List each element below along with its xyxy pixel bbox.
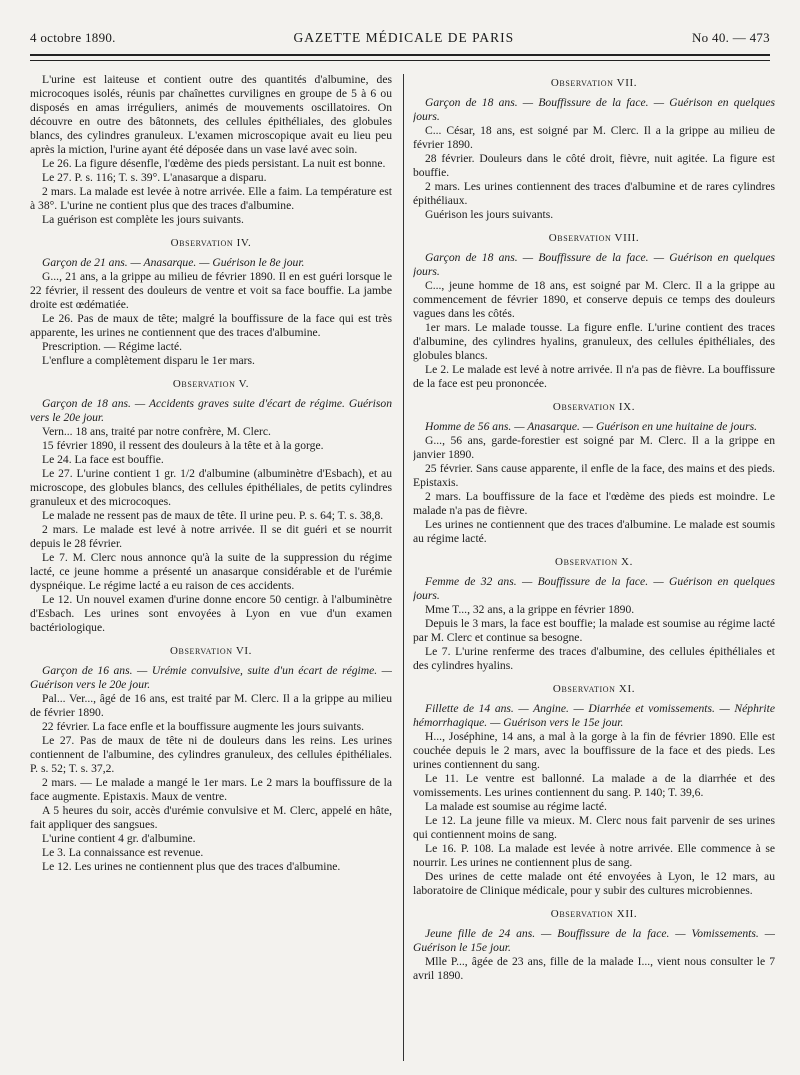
paragraph: Le 12. Les urines ne contiennent plus que des traces d'albumine. bbox=[42, 860, 341, 873]
observation-heading: Observation VII. bbox=[550, 77, 638, 89]
observation-subtitle: Garçon de 18 ans. — Accidents graves suite d'écart de régime. Guérison vers le 20e jour. bbox=[30, 397, 392, 424]
observation-subtitle: Homme de 56 ans. — Anasarque. — Guérison en une huitaine de jours. bbox=[425, 420, 758, 433]
paragraph: La malade est soumise au régime lacté. bbox=[425, 800, 607, 813]
header-date: 4 octobre 1890. bbox=[30, 30, 116, 45]
observation-subtitle: Jeune fille de 24 ans. — Bouffissure de la face. — Vomissements. — Guérison le 15e jour. bbox=[413, 927, 775, 954]
paragraph: 28 février. Douleurs dans le côté droit, fièvre, nuit agitée. La figure est bouffie. bbox=[413, 152, 775, 179]
paragraph: L'urine est laiteuse et contient outre des quantités d'albumine, des microcoques isolés, réunis par chaînettes curvilignes en groupe de 5 à 6 ou disposés en amas irréguliers, animés de mouvements oscillatoires. On découvre en outre des bâtonnets, des cellules épithéliales, des globules blancs, des cylindres granuleux. L'examen microscopique avait eu lieu peu après la miction, l'urine ayant été déposée dans un vase lavé avec soin. bbox=[30, 73, 392, 156]
paragraph: L'enflure a complètement disparu le 1er mars. bbox=[42, 354, 255, 367]
column-separator bbox=[403, 74, 404, 1061]
observation-heading: Observation XII. bbox=[550, 908, 638, 920]
page-number: No 40. — 473 bbox=[691, 30, 770, 45]
paragraph: Les urines ne contiennent que des traces d'albumine. Le malade est soumis au régime lacté. bbox=[413, 518, 775, 545]
observation-heading: Observation V. bbox=[172, 378, 250, 390]
paragraph: Le 7. M. Clerc nous annonce qu'à la suite de la suppression du régime lacté, ce jeune homme a présenté un anasarque considérable et de l'urémie dyspnéique. Le régime lacté a eu raison de ces accidents. bbox=[30, 551, 392, 592]
left-column bbox=[30, 73, 392, 1063]
paragraph: H..., Joséphine, 14 ans, a mal à la gorge à la fin de février 1890. Elle est couchée depuis le 2 mars, avec la bouffissure de la face et des pieds. Les urines contiennent du sang. bbox=[413, 730, 775, 771]
paragraph: G..., 21 ans, a la grippe au milieu de février 1890. Il en est guéri lorsque le 22 février, il ressent des douleurs de ventre et voit sa face bouffie. La jambe droite est œdématiée. bbox=[30, 270, 392, 311]
paragraph: G..., 56 ans, garde-forestier est soigné par M. Clerc. Il a la grippe en janvier 1890. bbox=[413, 434, 775, 461]
paragraph: 25 février. Sans cause apparente, il enfle de la face, des mains et des pieds. Epistaxis. bbox=[413, 462, 775, 489]
paragraph: Prescription. — Régime lacté. bbox=[42, 340, 183, 353]
observation-heading: Observation XI. bbox=[552, 683, 636, 695]
paragraph: 1er mars. Le malade tousse. La figure enfle. L'urine contient des traces d'albumine, des cylindres hyalins, granuleux, des cellules épithéliales, des globules blancs. bbox=[413, 321, 775, 362]
observation-subtitle: Fillette de 14 ans. — Angine. — Diarrhée et vomissements. — Néphrite hémorrhagique. — Guérison vers le 15e jour. bbox=[413, 702, 775, 729]
observation-subtitle: Garçon de 16 ans. — Urémie convulsive, suite d'un écart de régime. — Guérison vers le 20e jour. bbox=[30, 664, 392, 691]
observation-subtitle: Garçon de 21 ans. — Anasarque. — Guérison le 8e jour. bbox=[42, 256, 305, 269]
observation-heading: Observation IV. bbox=[170, 237, 252, 249]
observation-heading: Observation VI. bbox=[170, 645, 252, 657]
paragraph: Le 7. L'urine renferme des traces d'albumine, des cellules épithéliales et des cylindres hyalins. bbox=[413, 645, 775, 672]
right-column bbox=[413, 73, 775, 1063]
paragraph: Le 24. La face est bouffie. bbox=[42, 453, 164, 466]
paragraph: L'urine contient 4 gr. d'albumine. bbox=[42, 832, 196, 845]
paragraph: Le 27. P. s. 116; T. s. 39°. L'anasarque a disparu. bbox=[42, 171, 267, 184]
journal-title: GAZETTE MÉDICALE DE PARIS bbox=[293, 30, 515, 45]
paragraph: 2 mars. Les urines contiennent des traces d'albumine et de rares cylindres épithéliaux. bbox=[413, 180, 775, 207]
paragraph: Le 26. La figure désenfle, l'œdème des pieds persistant. La nuit est bonne. bbox=[42, 157, 386, 170]
paragraph: 2 mars. La bouffissure de la face et l'œdème des pieds est moindre. Le malade n'a pas de fièvre. bbox=[413, 490, 775, 517]
header-rule-thin bbox=[30, 60, 770, 61]
paragraph: C... César, 18 ans, est soigné par M. Clerc. Il a la grippe au milieu de février 1890. bbox=[413, 124, 775, 151]
paragraph: C..., jeune homme de 18 ans, est soigné par M. Clerc. Il a la grippe au commencement de février 1890, et conserve depuis ce temps des douleurs vagues dans les côtés. bbox=[413, 279, 775, 320]
paragraph: 2 mars. — Le malade a mangé le 1er mars. Le 2 mars la bouffissure de la face augmente. Epistaxis. Maux de ventre. bbox=[30, 776, 392, 803]
observation-heading: Observation X. bbox=[555, 556, 633, 568]
paragraph: Le 3. La connaissance est revenue. bbox=[42, 846, 204, 859]
paragraph: Depuis le 3 mars, la face est bouffie; la malade est soumise au régime lacté par M. Clerc et continue sa besogne. bbox=[413, 617, 775, 644]
header-rule-thick bbox=[30, 54, 770, 56]
paragraph: 2 mars. Le malade est levé à notre arrivée. Il se dit guéri et se nourrit depuis le 28 février. bbox=[30, 523, 392, 550]
paragraph: Pal... Ver..., âgé de 16 ans, est traité par M. Clerc. Il a la grippe au milieu de février 1890. bbox=[30, 692, 392, 719]
paragraph: 2 mars. La malade est levée à notre arrivée. Elle a faim. La température est à 38°. L'urine ne contient plus que des traces d'albumine. bbox=[30, 185, 392, 212]
paragraph: Le 27. Pas de maux de tête ni de douleurs dans les reins. Les urines contiennent de l'albumine, des cylindres granuleux, des cellules épithéliales. P. s. 52; T. s. 37,2. bbox=[30, 734, 392, 775]
observation-heading: Observation IX. bbox=[552, 401, 636, 413]
page-header bbox=[30, 30, 770, 52]
paragraph: Le 12. Un nouvel examen d'urine donne encore 50 centigr. à l'albuminètre d'Esbach. Les urines sont envoyées à Lyon en vue d'un examen bactériologique. bbox=[30, 593, 392, 634]
paragraph: 15 février 1890, il ressent des douleurs à la tête et à la gorge. bbox=[42, 439, 324, 452]
paragraph: Le 12. La jeune fille va mieux. M. Clerc nous fait parvenir de ses urines qui contiennent moins de sang. bbox=[413, 814, 775, 841]
paragraph: Mme T..., 32 ans, a la grippe en février 1890. bbox=[425, 603, 635, 616]
paragraph: Guérison les jours suivants. bbox=[425, 208, 554, 221]
paragraph: A 5 heures du soir, accès d'urémie convulsive et M. Clerc, appelé en hâte, fait appliquer des sangsues. bbox=[30, 804, 392, 831]
paragraph: Le 26. Pas de maux de tête; malgré la bouffissure de la face qui est très apparente, les urines ne contiennent que des traces d'albumine. bbox=[30, 312, 392, 339]
paragraph: Mlle P..., âgée de 23 ans, fille de la malade I..., vient nous consulter le 7 avril 1890. bbox=[413, 955, 775, 982]
observation-subtitle: Femme de 32 ans. — Bouffissure de la face. — Guérison en quelques jours. bbox=[413, 575, 775, 602]
paragraph: Le 11. Le ventre est ballonné. La malade a de la diarrhée et des vomissements. Les urines contiennent du sang. P. 140; T. 39,6. bbox=[413, 772, 775, 799]
observation-subtitle: Garçon de 18 ans. — Bouffissure de la face. — Guérison en quelques jours. bbox=[413, 96, 775, 123]
paragraph: Le 16. P. 108. La malade est levée à notre arrivée. Elle commence à se nourrir. Les urines ne contiennent plus de sang. bbox=[413, 842, 775, 869]
paragraph: 22 février. La face enfle et la bouffissure augmente les jours suivants. bbox=[42, 720, 365, 733]
paragraph: Le 2. Le malade est levé à notre arrivée. Il n'a pas de fièvre. La bouffissure de la face est peu prononcée. bbox=[413, 363, 775, 390]
paragraph: Le malade ne ressent pas de maux de tête. Il urine peu. P. s. 64; T. s. 38,8. bbox=[42, 509, 384, 522]
paragraph: Le 27. L'urine contient 1 gr. 1/2 d'albumine (albuminètre d'Esbach), et au microscope, des globules blancs, des cellules épithéliales, de petits cylindres granuleux et des microcoques. bbox=[30, 467, 392, 508]
observation-subtitle: Garçon de 18 ans. — Bouffissure de la face. — Guérison en quelques jours. bbox=[413, 251, 775, 278]
paragraph: Des urines de cette malade ont été envoyées à Lyon, le 12 mars, au laboratoire de Clinique médicale, pour y subir des cultures microbiennes. bbox=[413, 870, 775, 897]
paragraph: Vern... 18 ans, traité par notre confrère, M. Clerc. bbox=[42, 425, 271, 438]
paragraph: La guérison est complète les jours suivants. bbox=[42, 213, 244, 226]
observation-heading: Observation VIII. bbox=[548, 232, 640, 244]
